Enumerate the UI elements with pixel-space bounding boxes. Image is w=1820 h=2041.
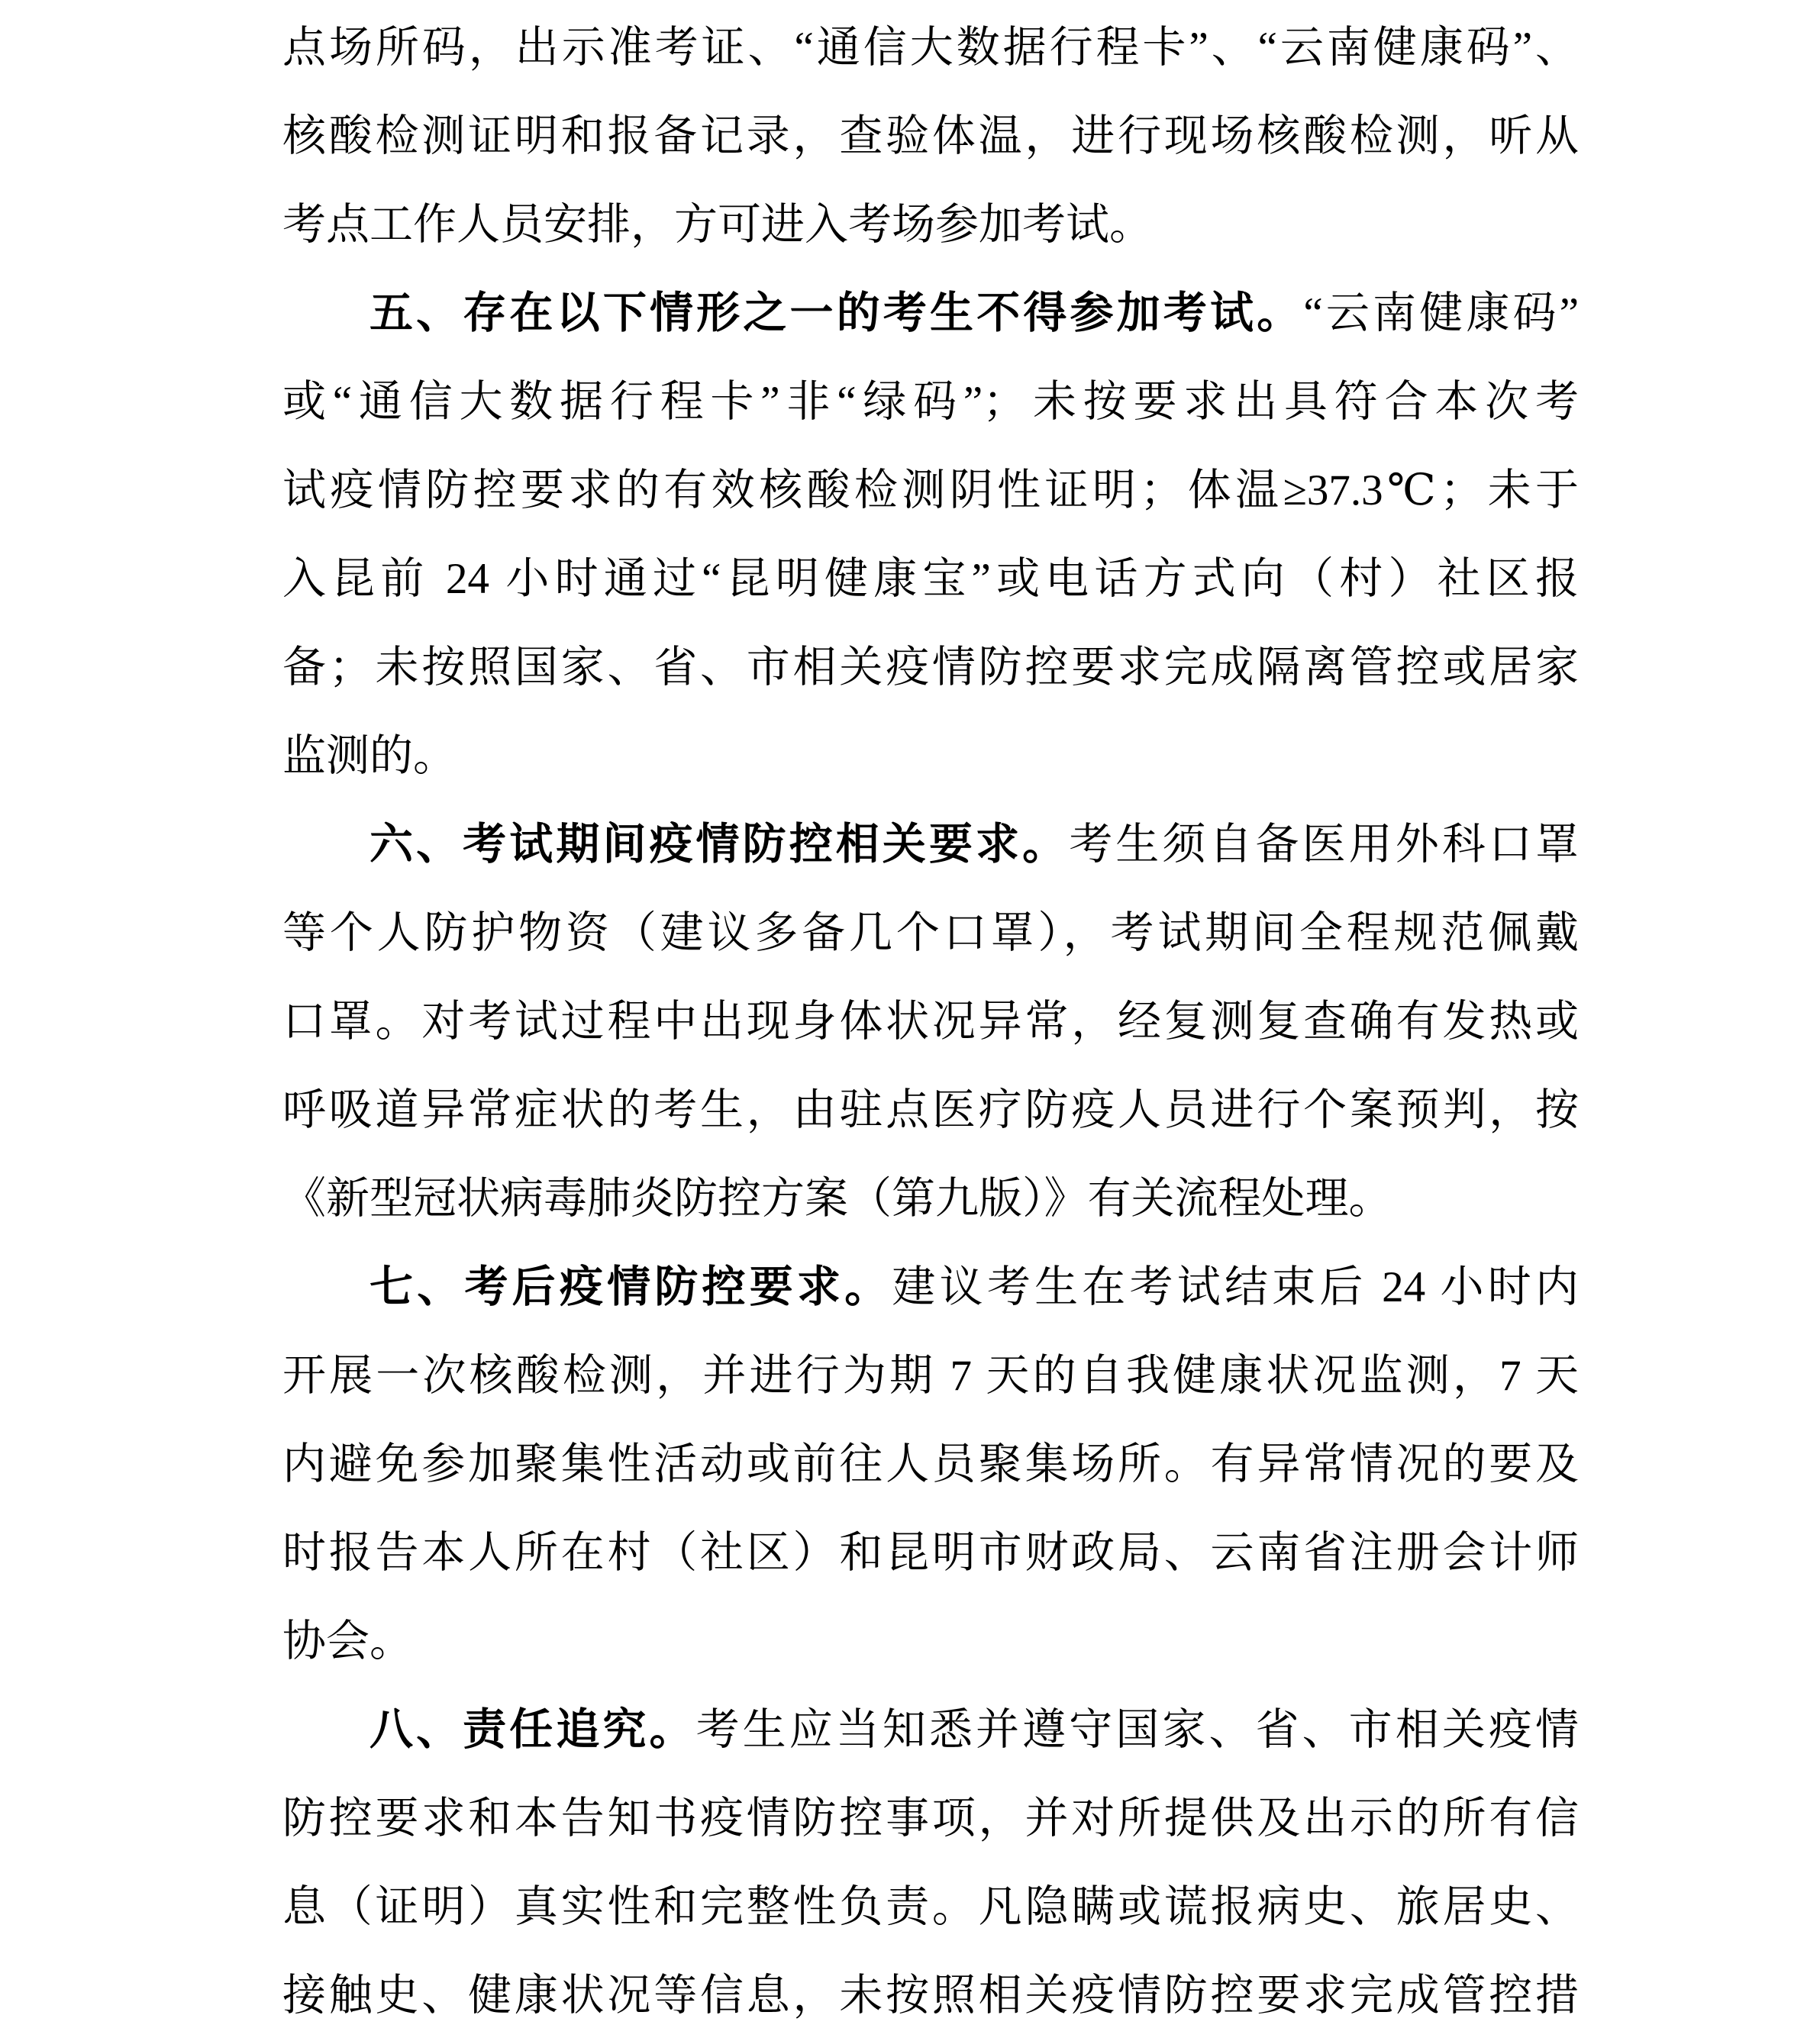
body-text: 试疫情防控要求的有效核酸检测阴性证明；体温≥37.3℃；未于 [282,466,1579,514]
body-text: 或“通信大数据行程卡”非“绿码”；未按要求出具符合本次考 [282,378,1579,426]
text-line [282,1331,1579,1420]
text-line [282,711,1579,800]
body-text: 《新型冠状病毒肺炎防控方案（第九版）》有关流程处理。 [282,1175,1392,1223]
body-text: 息（证明）真实性和完整性负责。凡隐瞒或谎报病史、旅居史、 [282,1883,1579,1931]
text-line [282,888,1579,977]
text-line [282,534,1579,623]
body-text: 监测的。 [282,732,457,780]
body-text: 入昆前 24 小时通过“昆明健康宝”或电话方式向（村）社区报 [282,555,1579,603]
text-line [282,357,1579,446]
body-text: 内避免参加聚集性活动或前往人员聚集场所。有异常情况的要及 [282,1440,1579,1488]
body-text: 备；未按照国家、省、市相关疫情防控要求完成隔离管控或居家 [282,643,1579,692]
body-text: “云南健康码” [1303,289,1580,337]
section-heading-text: 五、存在以下情形之一的考生不得参加考试。 [369,289,1304,337]
body-text: 协会。 [282,1617,413,1665]
section-heading-text: 六、考试期间疫情防控相关要求。 [369,820,1070,869]
body-text: 呼吸道异常症状的考生，由驻点医疗防疫人员进行个案预判，按 [282,1086,1579,1134]
body-text: 考点工作人员安排，方可进入考场参加考试。 [282,201,1153,249]
text-line [282,269,1579,357]
body-text: 开展一次核酸检测，并进行为期 7 天的自我健康状况监测，7 天 [282,1352,1579,1400]
text-line [282,1243,1579,1331]
body-text: 时报告本人所在村（社区）和昆明市财政局、云南省注册会计师 [282,1529,1579,1577]
text-line [282,1066,1579,1154]
text-line [282,1774,1579,1862]
text-line [282,1862,1579,1951]
text-line [282,92,1579,180]
text-line [282,446,1579,534]
text-line [282,1508,1579,1597]
text-line [282,1420,1579,1508]
body-text: 点场所码，出示准考证、“通信大数据行程卡”、“云南健康码”、 [282,24,1579,72]
text-line [282,977,1579,1066]
body-text: 等个人防护物资（建议多备几个口罩），考试期间全程规范佩戴 [282,909,1579,957]
text-line [282,1597,1579,1685]
text-line [282,623,1579,711]
text-line [282,1685,1579,1774]
text-line [282,1951,1579,2039]
body-text: 考生应当知悉并遵守国家、省、市相关疫情 [695,1706,1580,1754]
body-text: 核酸检测证明和报备记录，查验体温，进行现场核酸检测，听从 [282,112,1579,160]
text-line [282,1154,1579,1243]
section-heading-text: 七、考后疫情防控要求。 [369,1262,892,1311]
body-text: 口罩。对考试过程中出现身体状况异常，经复测复查确有发热或 [282,998,1579,1046]
text-line [282,800,1579,888]
body-text: 接触史、健康状况等信息，未按照相关疫情防控要求完成管控措 [282,1972,1579,2020]
text-line [282,180,1579,269]
section-heading-text: 八、责任追究。 [369,1705,696,1754]
body-text: 建议考生在考试结束后 24 小时内 [892,1263,1580,1311]
body-text: 考生须自备医用外科口罩 [1069,821,1580,869]
text-line [282,3,1579,92]
body-text: 防控要求和本告知书疫情防控事项，并对所提供及出示的所有信 [282,1794,1579,1843]
